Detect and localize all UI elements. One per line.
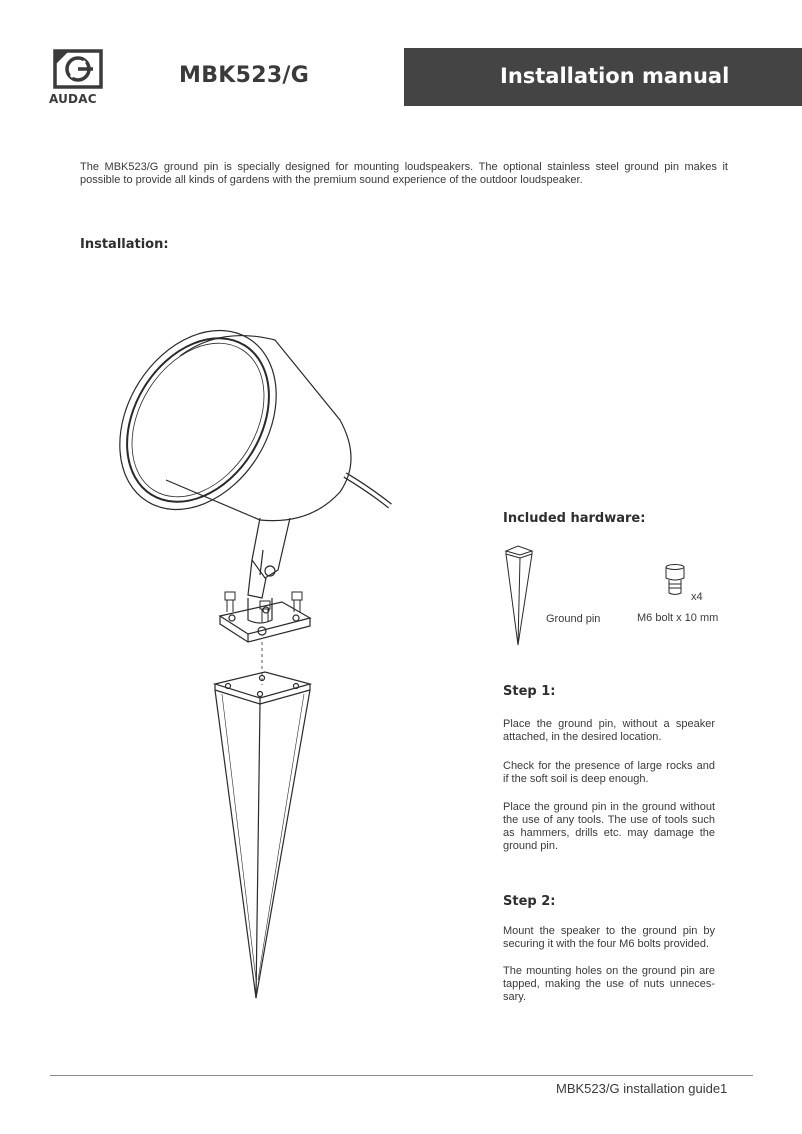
step-2-heading: Step 2: xyxy=(503,894,556,909)
brand-name: AUDAC xyxy=(49,92,97,106)
bolt-label: M6 bolt x 10 mm xyxy=(637,612,719,624)
installation-heading: Installation: xyxy=(80,237,169,252)
intro-paragraph: The MBK523/G ground pin is specially designed for mounting loudspeakers. The optional stainless steel ground pin makes it possible to provide all kinds of gardens with the premium sound experience of the outdoor loudspeaker. xyxy=(80,161,728,186)
step-1-paragraph: Check for the presence of large rocks and if the soft soil is deep enough. xyxy=(503,760,715,785)
bolt-icon xyxy=(662,563,688,599)
bolt-quantity: x4 xyxy=(691,591,703,603)
product-title: MBK523/G xyxy=(179,63,310,88)
manual-title: Installation manual xyxy=(500,64,730,88)
step-2-paragraph: Mount the speaker to the ground pin by securing it with the four M6 bolts provided. xyxy=(503,925,715,950)
step-2-paragraph: The mounting holes on the ground pin are tapped, making the use of nuts unneces-sary. xyxy=(503,965,715,1003)
step-1-paragraph: Place the ground pin, without a speaker attached, in the desired location. xyxy=(503,718,715,743)
speaker-ground-pin-illustration xyxy=(100,320,400,1005)
ground-pin-icon xyxy=(500,543,536,647)
hardware-heading: Included hardware: xyxy=(503,511,646,526)
footer-text: MBK523/G installation guide1 xyxy=(556,1081,728,1096)
step-1-heading: Step 1: xyxy=(503,684,556,699)
ground-pin-label: Ground pin xyxy=(546,613,601,625)
step-1-paragraph: Place the ground pin in the ground without the use of any tools. The use of tools such as hammers, drills etc. may damage the ground pin. xyxy=(503,801,715,852)
footer-divider xyxy=(50,1075,753,1076)
